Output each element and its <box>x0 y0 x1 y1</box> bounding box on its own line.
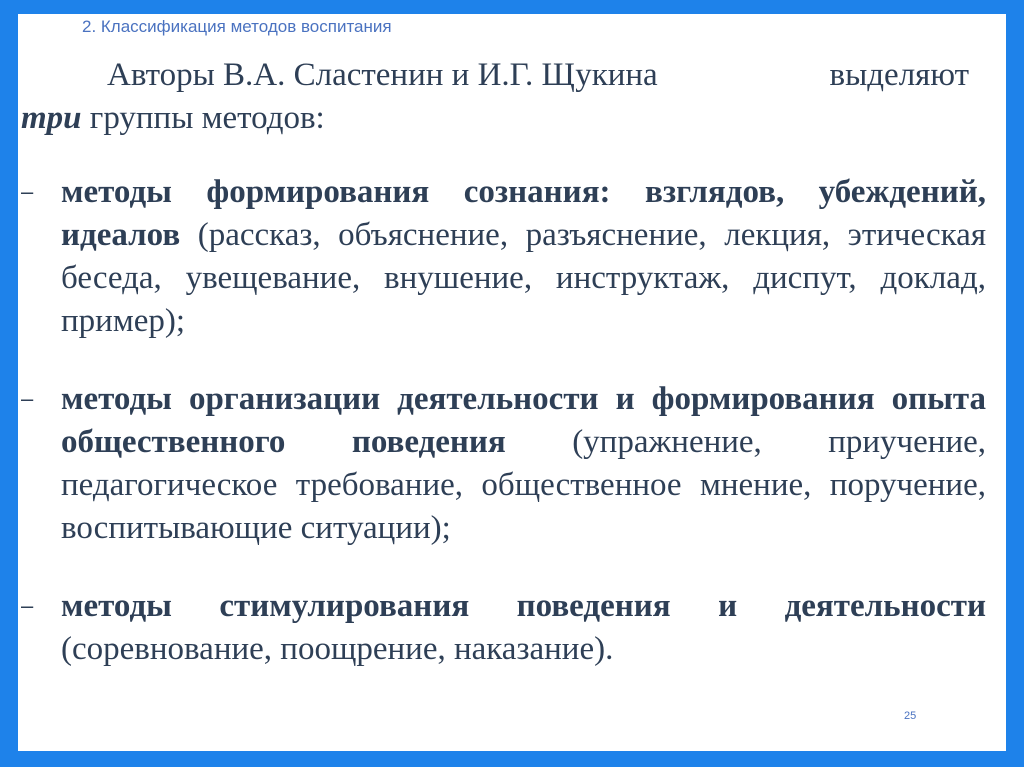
intro-authors: Авторы В.А. Сластенин и И.Г. Щукина <box>107 57 658 93</box>
slide-header: 2. Классификация методов воспитания <box>82 17 392 36</box>
page-number: 25 <box>904 710 917 722</box>
method-group-term: методы стимулирования поведения и деятельности <box>61 588 986 624</box>
intro-paragraph <box>21 54 969 140</box>
intro-emphasis: три <box>21 100 82 136</box>
intro-line-1 <box>21 54 969 97</box>
method-group-term: методы формирования сознания: взглядов, убеждений, идеалов <box>61 174 986 253</box>
method-group-examples: (рассказ, объяснение, разъяснение, лекция, этическая беседа, увещевание, внушение, инструктаж, диспут, доклад, пример); <box>61 217 986 339</box>
method-group-term: методы организации деятельности и формирования опыта общественного поведения <box>61 381 986 460</box>
method-group-examples: (упражнение, приучение, педагогическое требование, общественное мнение, поручение, воспитывающие ситуации); <box>61 424 986 546</box>
method-group-examples: (соревнование, поощрение, наказание). <box>61 631 614 667</box>
dash-bullet: – <box>21 386 34 411</box>
method-group-text <box>61 585 986 671</box>
dash-bullet: – <box>21 179 34 204</box>
dash-bullet: – <box>21 593 34 618</box>
intro-verb: выделяют <box>829 57 969 93</box>
intro-line-2 <box>21 97 969 140</box>
slide <box>18 14 1006 751</box>
method-group-text <box>61 171 986 343</box>
method-group-text <box>61 378 986 550</box>
intro-rest: группы методов: <box>81 100 325 136</box>
